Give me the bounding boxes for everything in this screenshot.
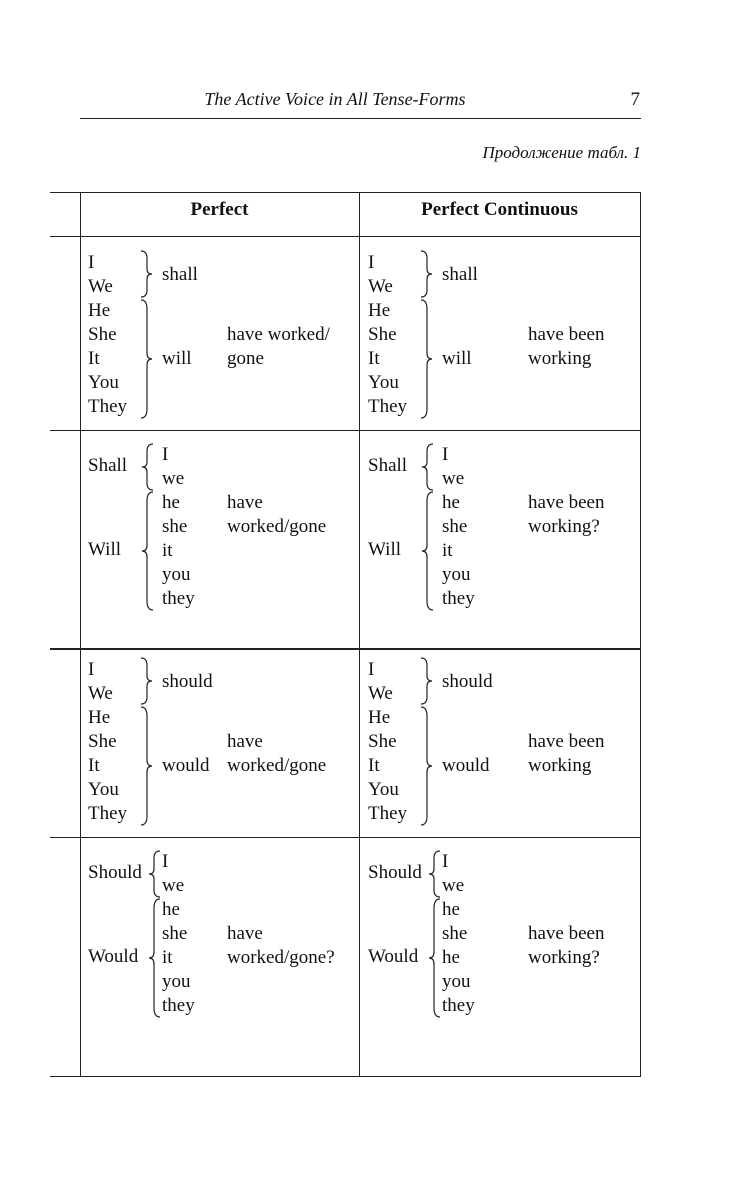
future-in-past-perfect-cell <box>88 658 353 830</box>
row-border-3 <box>50 837 641 838</box>
left-brace-icon <box>140 443 154 491</box>
pronoun: I <box>442 851 449 872</box>
pronoun: I <box>368 252 375 273</box>
pronoun: they <box>442 588 475 609</box>
verb-form: have been <box>528 923 605 944</box>
pronoun: He <box>368 300 391 321</box>
table-top-border <box>50 192 641 193</box>
future-perfect-question-cell <box>88 443 353 615</box>
header-rule <box>80 118 641 119</box>
pronoun: It <box>368 755 380 776</box>
auxiliary-verb: shall <box>442 264 478 285</box>
verb-form: have been <box>528 731 605 752</box>
running-header-title: The Active Voice in All Tense-Forms <box>204 89 466 109</box>
pronoun: he <box>162 899 180 920</box>
pronoun: He <box>88 300 111 321</box>
right-brace-icon <box>140 706 154 826</box>
pronoun: She <box>368 731 397 752</box>
verb-form: have <box>227 731 263 752</box>
verb-form: have <box>227 923 263 944</box>
verb-form: worked/gone <box>227 755 327 776</box>
verb-form: have worked/ <box>227 324 330 345</box>
pronoun: we <box>162 468 185 489</box>
pronoun: We <box>368 683 393 704</box>
pronoun: You <box>368 372 399 393</box>
verb-form: working <box>528 755 592 776</box>
pronoun: you <box>442 564 471 585</box>
auxiliary-verb: will <box>162 348 192 369</box>
right-brace-icon <box>420 299 434 419</box>
pronoun: I <box>88 252 95 273</box>
pronoun: they <box>162 588 195 609</box>
future-in-past-perfect-question-cell <box>88 850 358 1022</box>
pronoun: we <box>442 468 465 489</box>
left-brace-icon <box>147 850 161 898</box>
left-brace-icon <box>420 491 434 611</box>
future-perfect-continuous-cell <box>368 251 633 423</box>
pronoun: They <box>88 803 128 824</box>
auxiliary-verb: would <box>442 755 490 776</box>
right-brace-icon <box>420 706 434 826</box>
table-caption: Продолжение табл. 1 <box>482 143 641 162</box>
pronoun: We <box>368 276 393 297</box>
verb-form: worked/gone <box>227 516 327 537</box>
page-number: 7 <box>630 89 640 110</box>
future-in-past-perfect-continuous-question-cell <box>368 850 633 1022</box>
row-border-1 <box>50 430 641 431</box>
verb-form: working <box>528 348 592 369</box>
pronoun: we <box>442 875 465 896</box>
pronoun: she <box>442 516 468 537</box>
verb-form: have been <box>528 324 605 345</box>
verb-form: have <box>227 492 263 513</box>
pronoun: I <box>162 444 169 465</box>
future-in-past-perfect-continuous-cell <box>368 658 633 830</box>
pronoun: he <box>442 947 460 968</box>
pronoun: You <box>88 779 119 800</box>
auxiliary-verb: should <box>162 671 213 692</box>
verb-form: working? <box>528 947 600 968</box>
future-perfect-continuous-question-cell <box>368 443 633 615</box>
pronoun: He <box>368 707 391 728</box>
column-divider-right <box>640 192 641 1077</box>
pronoun: I <box>368 659 375 680</box>
pronoun: It <box>88 755 100 776</box>
column-divider-middle <box>359 192 360 1077</box>
pronoun: they <box>442 995 475 1016</box>
pronoun: it <box>162 947 173 968</box>
pronoun: you <box>442 971 471 992</box>
auxiliary-verb: Would <box>368 946 419 967</box>
column-header-perfect: Perfect <box>190 199 249 220</box>
pronoun: he <box>162 492 180 513</box>
pronoun: you <box>162 564 191 585</box>
verb-form: gone <box>227 348 264 369</box>
pronoun: She <box>88 324 117 345</box>
pronoun: I <box>442 444 449 465</box>
pronoun: we <box>162 875 185 896</box>
pronoun: he <box>442 899 460 920</box>
verb-form: worked/gone? <box>227 947 335 968</box>
auxiliary-verb: Will <box>88 539 122 560</box>
pronoun: We <box>88 683 113 704</box>
future-perfect-cell <box>88 251 353 423</box>
auxiliary-verb: Shall <box>368 455 408 476</box>
pronoun: it <box>162 540 173 561</box>
pronoun: They <box>88 396 128 417</box>
table-bottom-border <box>50 1076 641 1077</box>
auxiliary-verb: would <box>162 755 210 776</box>
pronoun: he <box>442 492 460 513</box>
pronoun: He <box>88 707 111 728</box>
auxiliary-verb: shall <box>162 264 198 285</box>
pronoun: It <box>368 348 380 369</box>
column-header-perfect-continuous: Perfect Continuous <box>421 199 578 220</box>
pronoun: she <box>442 923 468 944</box>
pronoun: I <box>88 659 95 680</box>
left-brace-icon <box>427 850 441 898</box>
auxiliary-verb: Should <box>368 862 422 883</box>
pronoun: I <box>162 851 169 872</box>
auxiliary-verb: Should <box>88 862 142 883</box>
verb-form: have been <box>528 492 605 513</box>
left-brace-icon <box>420 443 434 491</box>
header-row-border <box>50 236 641 237</box>
row-border-2 <box>50 648 641 650</box>
pronoun: They <box>368 803 408 824</box>
auxiliary-verb: will <box>442 348 472 369</box>
column-divider-left <box>80 192 81 1077</box>
left-brace-icon <box>427 898 441 1018</box>
right-brace-icon <box>140 250 154 298</box>
auxiliary-verb: Shall <box>88 455 128 476</box>
auxiliary-verb: Will <box>368 539 402 560</box>
right-brace-icon <box>140 299 154 419</box>
pronoun: It <box>88 348 100 369</box>
pronoun: you <box>162 971 191 992</box>
left-brace-icon <box>140 491 154 611</box>
auxiliary-verb: should <box>442 671 493 692</box>
pronoun: they <box>162 995 195 1016</box>
pronoun: it <box>442 540 453 561</box>
pronoun: She <box>368 324 397 345</box>
auxiliary-verb: Would <box>88 946 139 967</box>
pronoun: she <box>162 516 188 537</box>
right-brace-icon <box>140 657 154 705</box>
left-brace-icon <box>147 898 161 1018</box>
pronoun: You <box>368 779 399 800</box>
pronoun: she <box>162 923 188 944</box>
pronoun: We <box>88 276 113 297</box>
right-brace-icon <box>420 250 434 298</box>
right-brace-icon <box>420 657 434 705</box>
pronoun: You <box>88 372 119 393</box>
pronoun: They <box>368 396 408 417</box>
pronoun: She <box>88 731 117 752</box>
verb-form: working? <box>528 516 600 537</box>
